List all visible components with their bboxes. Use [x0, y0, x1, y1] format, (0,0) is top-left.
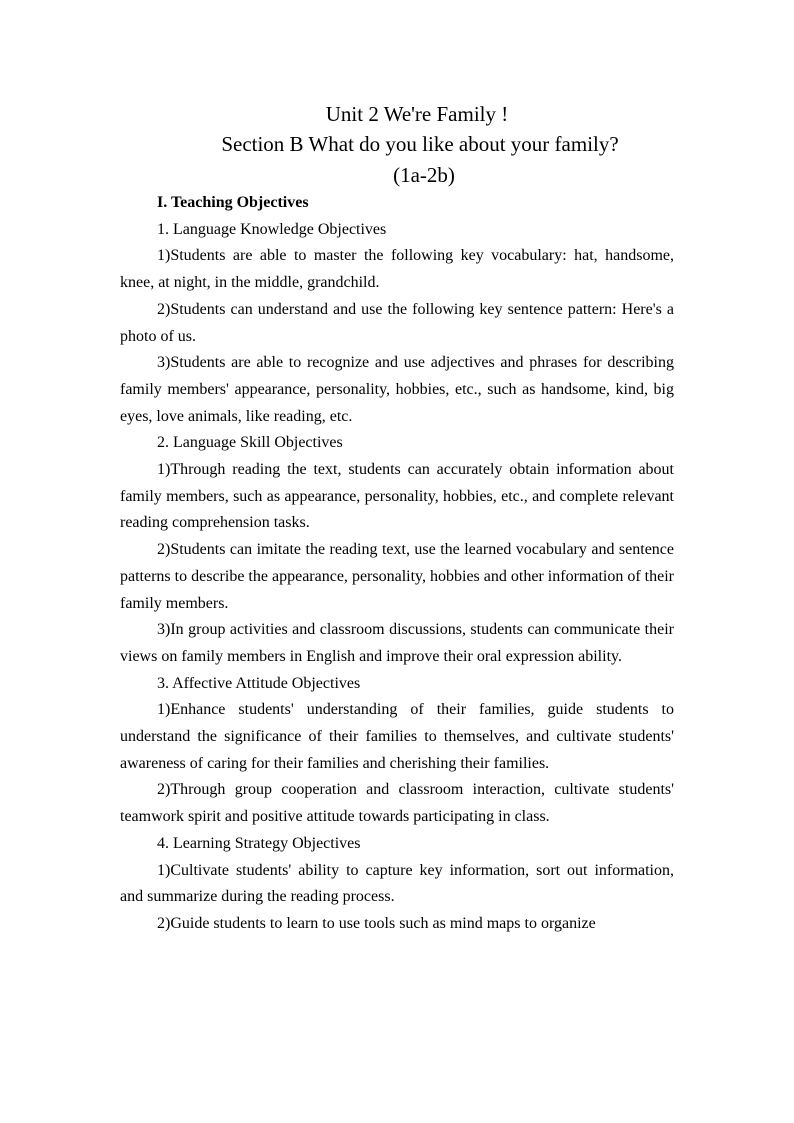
learning-strategy-heading: 4. Learning Strategy Objectives — [157, 834, 361, 852]
paragraph: 1)Enhance students' understanding of their families, guide students to understand the significance of their families to themselves, and cultivate students' awareness of caring for their families and cherishing their families. — [120, 701, 674, 772]
paragraph: 1)Through reading the text, students can accurately obtain information about family members, such as appearance, personality, hobbies, etc., and complete relevant reading comprehension tasks. — [120, 461, 674, 532]
paragraph: 2)Students can imitate the reading text, use the learned vocabulary and sentence patterns to describe the appearance, personality, hobbies and other information of their family members. — [120, 541, 674, 612]
unit-title: Unit 2 We're Family ! — [325, 102, 509, 126]
paragraph: 3)In group activities and classroom discussions, students can communicate their views on family members in English and improve their oral expression ability. — [120, 621, 674, 665]
section-range: (1a-2b) — [393, 163, 455, 187]
paragraph: 1)Students are able to master the following key vocabulary: hat, handsome, knee, at night, in the middle, grandchild. — [120, 247, 674, 292]
affective-attitude-heading: 3. Affective Attitude Objectives — [157, 674, 361, 692]
document-body — [120, 190, 674, 938]
paragraph: 2)Students can understand and use the following key sentence pattern: Here's a photo of us. — [120, 300, 674, 345]
teaching-objectives-heading: I. Teaching Objectives — [157, 194, 309, 211]
paragraph: 2)Through group cooperation and classroom interaction, cultivate students' teamwork spirit and positive attitude towards participating in class. — [120, 781, 674, 826]
language-skill-heading: 2. Language Skill Objectives — [157, 434, 343, 452]
paragraph: 3)Students are able to recognize and use adjectives and phrases for describing family members' appearance, personality, hobbies, etc., such as handsome, kind, big eyes, love animals, like reading, etc. — [120, 354, 674, 425]
paragraph: 2)Guide students to learn to use tools such as mind maps to organize — [157, 914, 596, 932]
language-knowledge-heading: 1. Language Knowledge Objectives — [157, 220, 387, 238]
section-title: Section B What do you like about your family? — [221, 132, 619, 156]
paragraph: 1)Cultivate students' ability to capture key information, sort out information, and summarize during the reading process. — [120, 861, 674, 906]
